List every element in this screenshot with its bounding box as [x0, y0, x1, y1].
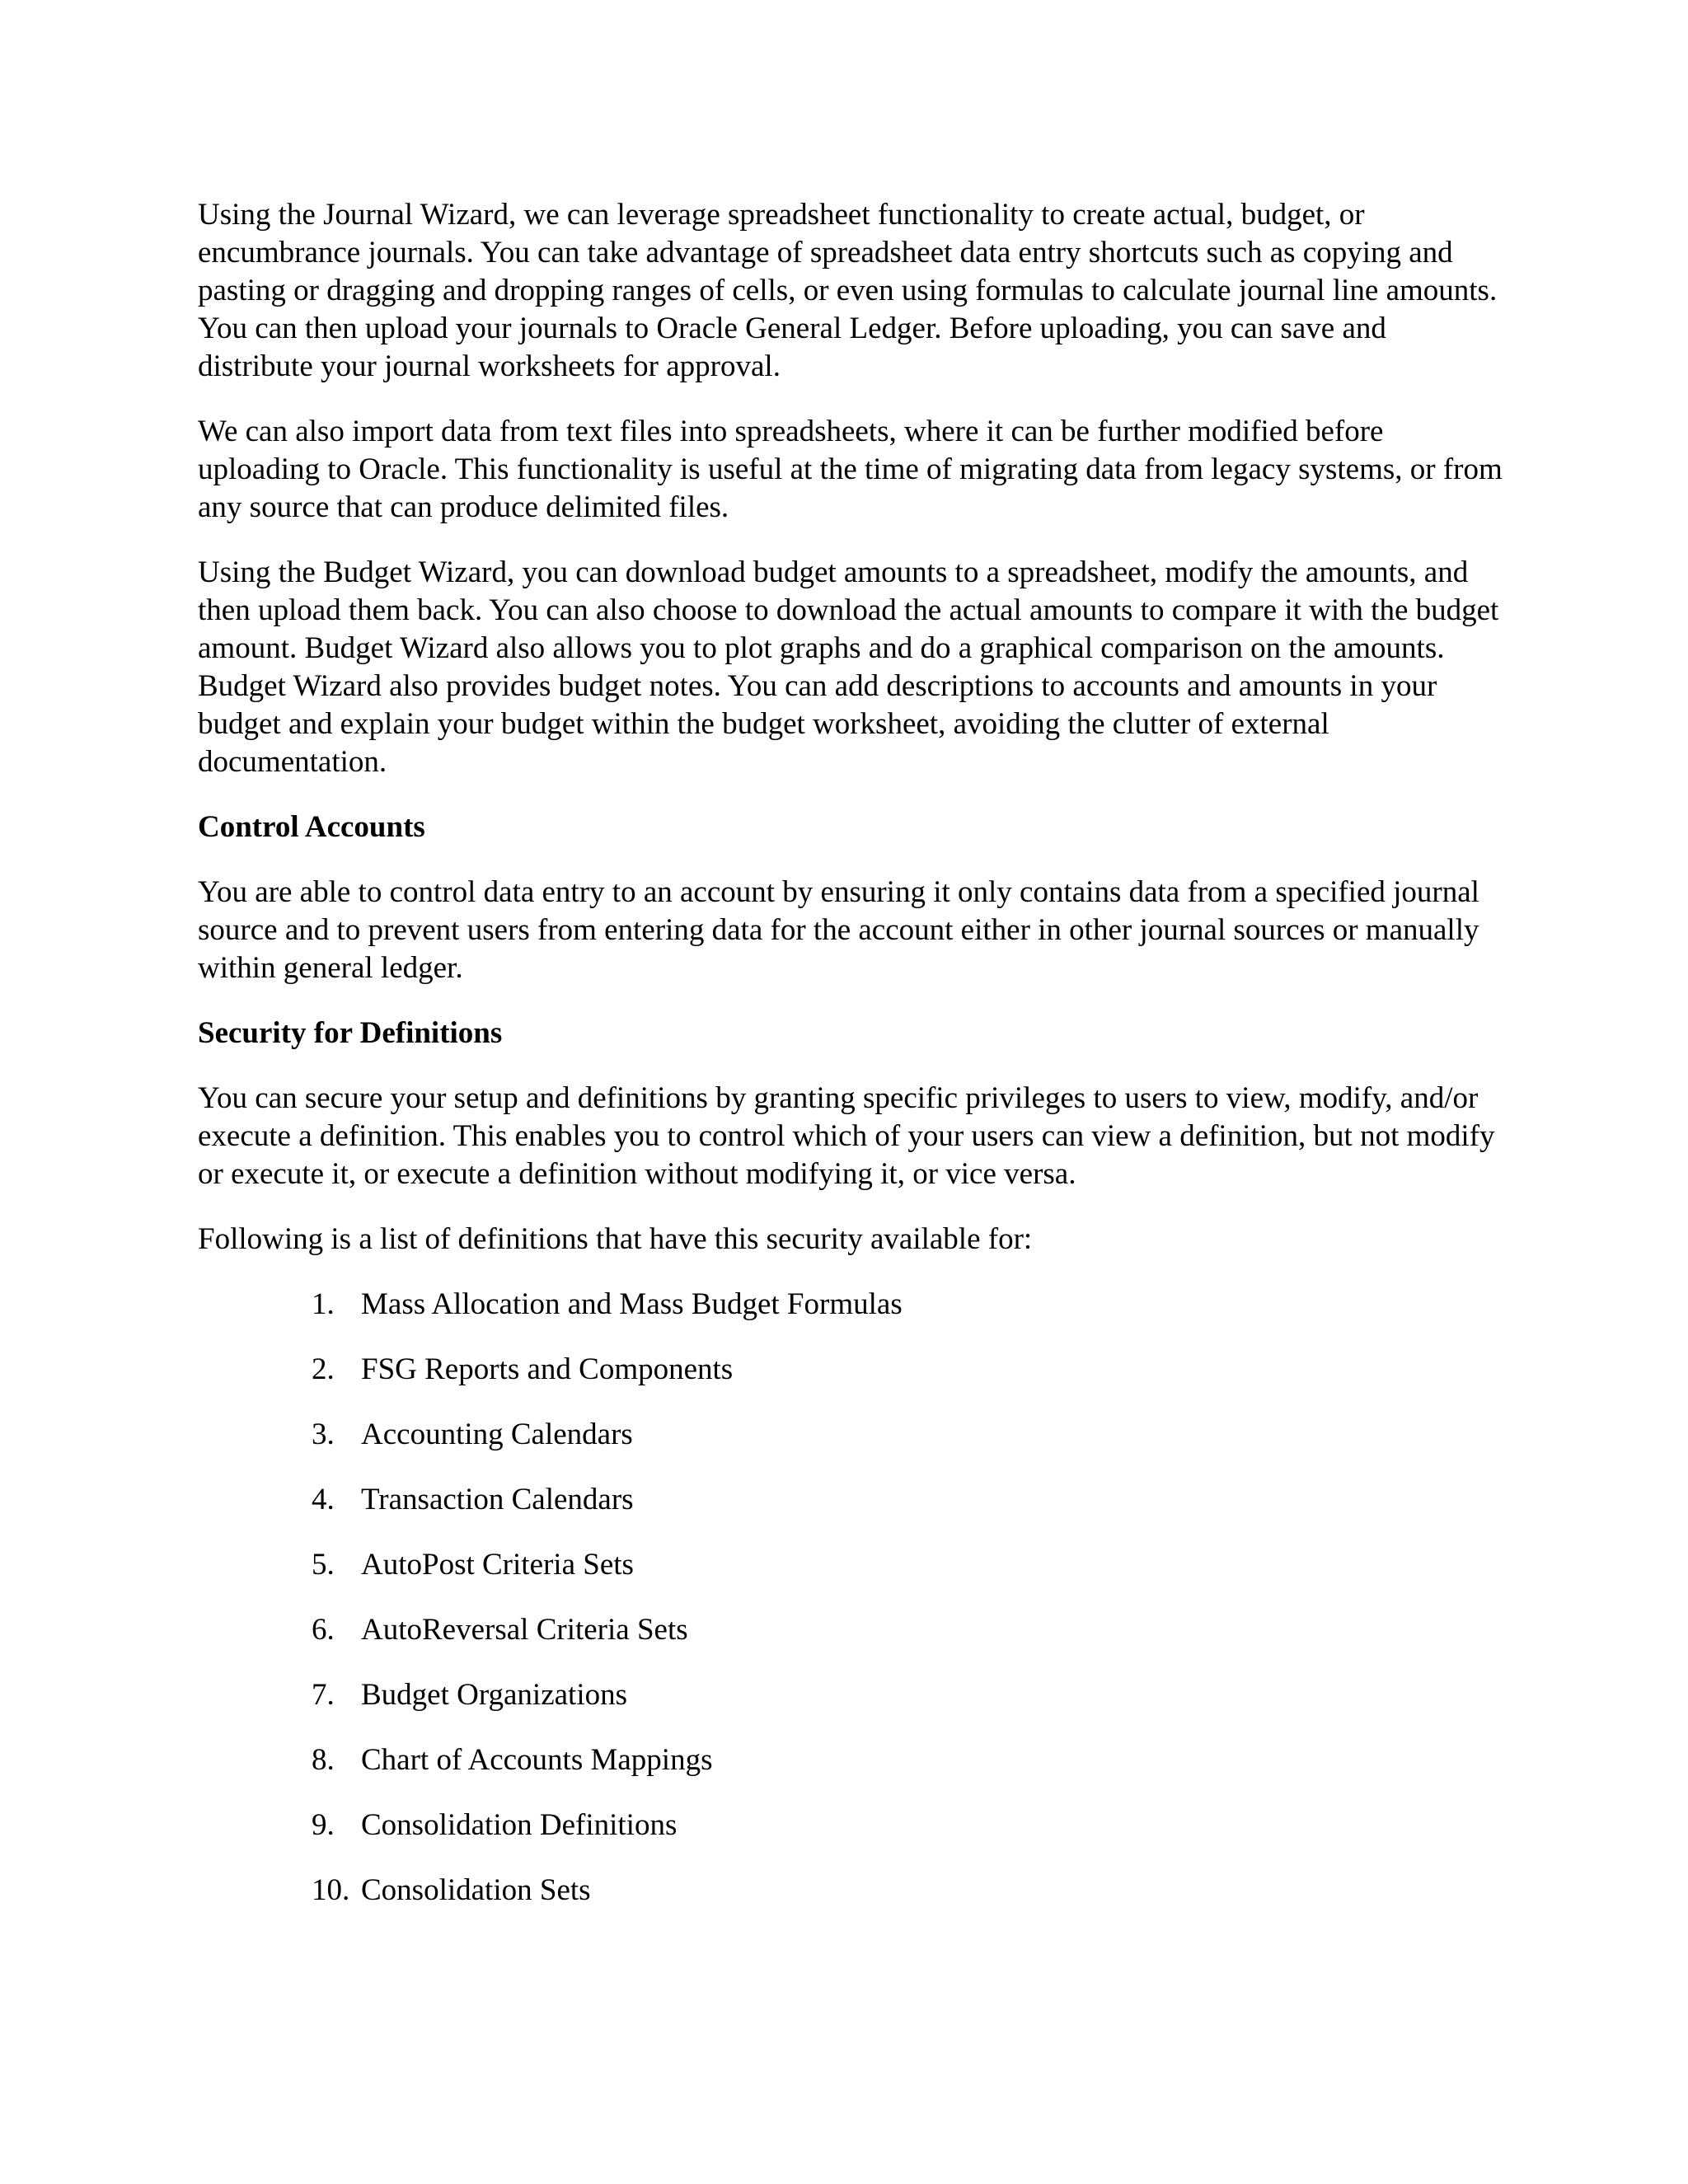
- list-item-number: 10.: [312, 1873, 350, 1907]
- list-item-label: AutoReversal Criteria Sets: [361, 1613, 688, 1647]
- list-item: [198, 1872, 1508, 1910]
- list-item-number: 6.: [312, 1613, 335, 1647]
- list-item-number: 9.: [312, 1808, 335, 1842]
- list-item: [198, 1807, 1508, 1844]
- list-item-number: 8.: [312, 1743, 335, 1777]
- list-item-number: 1.: [312, 1287, 335, 1321]
- list-item-label: Transaction Calendars: [361, 1483, 634, 1516]
- list-item: [198, 1741, 1508, 1779]
- paragraph-list-intro: Following is a list of definitions that have this security available for:: [198, 1222, 1033, 1256]
- list-item-label: AutoPost Criteria Sets: [361, 1548, 634, 1582]
- definitions-list: [198, 1286, 1508, 1910]
- heading-control-accounts: Control Accounts: [198, 810, 425, 844]
- paragraph-security: You can secure your setup and definitions by granting specific privileges to users to view, modify, and/or execute a definition. This enables you to control which of your users can view a definition, but not modify or execute it, or execute a definition without modifying it, or vice versa.: [198, 1081, 1495, 1191]
- list-item-label: Consolidation Sets: [361, 1873, 591, 1907]
- list-item-label: FSG Reports and Components: [361, 1352, 734, 1386]
- list-item-label: Chart of Accounts Mappings: [361, 1743, 713, 1777]
- list-item-label: Accounting Calendars: [361, 1418, 633, 1451]
- list-item: [198, 1481, 1508, 1519]
- paragraph-control-accounts: You are able to control data entry to an account by ensuring it only contains data from a specified journal source and to prevent users from entering data for the account either in other journal sources or manually within general ledger.: [198, 875, 1479, 985]
- list-item-number: 4.: [312, 1483, 335, 1516]
- list-item: [198, 1676, 1508, 1714]
- paragraph-import-data: We can also import data from text files into spreadsheets, where it can be further modified before uploading to Oracle. This functionality is useful at the time of migrating data from legacy systems, or from any source that can produce delimited files.: [198, 415, 1503, 524]
- list-item-number: 7.: [312, 1678, 335, 1712]
- paragraph-budget-wizard: Using the Budget Wizard, you can download budget amounts to a spreadsheet, modify the amounts, and then upload them back. You can also choose to download the actual amounts to compare it with the budget amount. Budget Wizard also allows you to plot graphs and do a graphical comparison on the amounts. Budget Wizard also provides budget notes. You can add descriptions to accounts and amounts in your budget and explain your budget within the budget worksheet, avoiding the clutter of external documentation.: [198, 555, 1499, 779]
- list-item: [198, 1611, 1508, 1649]
- list-item-number: 5.: [312, 1548, 335, 1582]
- paragraph-journal-wizard: Using the Journal Wizard, we can leverage spreadsheet functionality to create actual, budget, or encumbrance journals. You can take advantage of spreadsheet data entry shortcuts such as copying and pasting or dragging and dropping ranges of cells, or even using formulas to calculate journal line amounts. You can then upload your journals to Oracle General Ledger. Before uploading, you can save and distribute your journal worksheets for approval.: [198, 198, 1498, 383]
- list-item-number: 2.: [312, 1352, 335, 1386]
- list-item: [198, 1351, 1508, 1389]
- list-item-label: Budget Organizations: [361, 1678, 628, 1712]
- list-item: [198, 1546, 1508, 1584]
- list-item-number: 3.: [312, 1418, 335, 1451]
- document-page: [198, 196, 1508, 1937]
- list-item-label: Mass Allocation and Mass Budget Formulas: [361, 1287, 903, 1321]
- list-item: [198, 1416, 1508, 1454]
- list-item: [198, 1286, 1508, 1324]
- list-item-label: Consolidation Definitions: [361, 1808, 678, 1842]
- heading-security-for-definitions: Security for Definitions: [198, 1016, 503, 1050]
